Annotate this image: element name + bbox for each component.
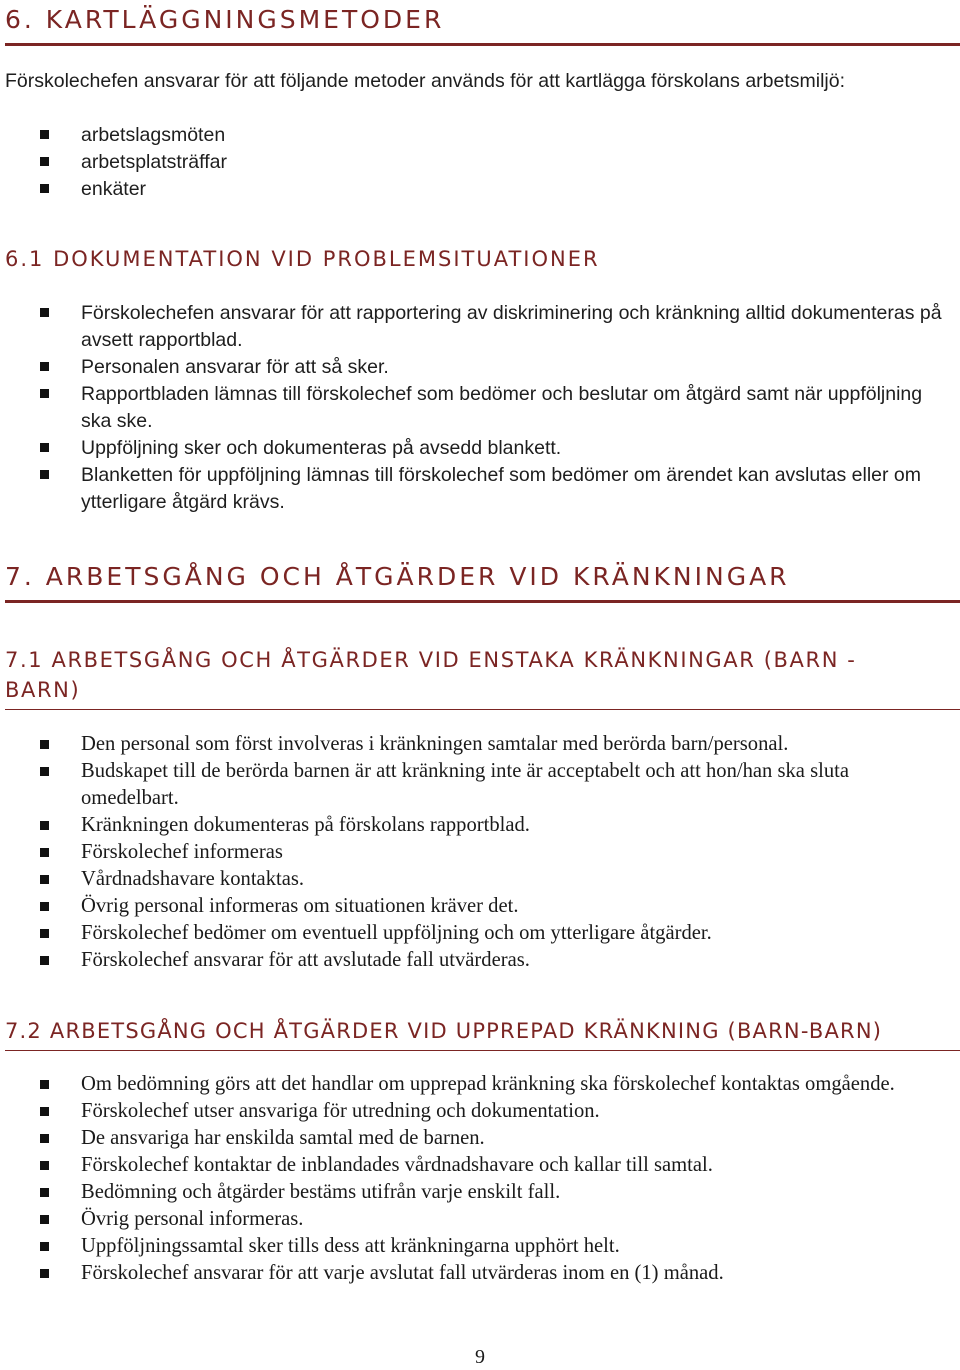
square-bullet-icon xyxy=(40,740,49,749)
page-number: 9 xyxy=(475,1346,485,1368)
section-7-2-heading: 7.2 ARBETSGÅNG OCH ÅTGÄRDER VID UPPREPAD KRÄNKNING (BARN-BARN) xyxy=(5,1019,883,1043)
section-6-intro: Förskolechefen ansvarar för att följande metoder används för att kartlägga förskolans arbetsmiljö: xyxy=(5,70,846,92)
list-item: Blanketten för uppföljning lämnas till förskolechef som bedömer om ärendet kan avslutas eller om ytterligare åtgärd krävs. xyxy=(0,462,950,516)
list-item: Bedömning och åtgärder bestäms utifrån varje enskilt fall. xyxy=(0,1179,950,1206)
section-7-1-list xyxy=(0,731,950,974)
square-bullet-icon xyxy=(40,184,49,193)
list-item: Rapportbladen lämnas till förskolechef som bedömer och beslutar om åtgärd samt när uppföljning ska ske. xyxy=(0,381,950,435)
square-bullet-icon xyxy=(40,875,49,884)
section-7-1-heading: 7.1 ARBETSGÅNG OCH ÅTGÄRDER VID ENSTAKA KRÄNKNINGAR (BARN - BARN) xyxy=(5,648,857,702)
list-item: Förskolechef ansvarar för att avslutade fall utvärderas. xyxy=(0,947,950,974)
list-item: Förskolechefen ansvarar för att rapportering av diskriminering och kränkning alltid dokumenteras på avsett rapportblad. xyxy=(0,300,950,354)
square-bullet-icon xyxy=(40,956,49,965)
square-bullet-icon xyxy=(40,1161,49,1170)
section-6-heading: 6. KARTLÄGGNINGSMETODER xyxy=(5,5,445,34)
list-item: Förskolechef kontaktar de inblandades vårdnadshavare och kallar till samtal. xyxy=(0,1152,950,1179)
square-bullet-icon xyxy=(40,130,49,139)
square-bullet-icon xyxy=(40,1107,49,1116)
list-item: enkäter xyxy=(0,176,950,203)
square-bullet-icon xyxy=(40,1134,49,1143)
square-bullet-icon xyxy=(40,848,49,857)
list-item: Budskapet till de berörda barnen är att kränkning inte är acceptabelt och att hon/han ska sluta omedelbart. xyxy=(0,758,950,812)
list-item: Övrig personal informeras om situationen kräver det. xyxy=(0,893,950,920)
square-bullet-icon xyxy=(40,389,49,398)
square-bullet-icon xyxy=(40,1242,49,1251)
list-item: arbetsplatsträffar xyxy=(0,149,950,176)
list-item: Förskolechef ansvarar för att varje avslutat fall utvärderas inom en (1) månad. xyxy=(0,1260,950,1287)
square-bullet-icon xyxy=(40,929,49,938)
section-7-2-list xyxy=(0,1071,950,1287)
list-item: Om bedömning görs att det handlar om upprepad kränkning ska förskolechef kontaktas omgående. xyxy=(0,1071,950,1098)
square-bullet-icon xyxy=(40,902,49,911)
square-bullet-icon xyxy=(40,470,49,479)
list-item: De ansvariga har enskilda samtal med de barnen. xyxy=(0,1125,950,1152)
list-item: Kränkningen dokumenteras på förskolans rapportblad. xyxy=(0,812,950,839)
section-7-1-rule xyxy=(5,709,960,710)
square-bullet-icon xyxy=(40,443,49,452)
section-6-rule xyxy=(5,43,960,46)
list-item: Vårdnadshavare kontaktas. xyxy=(0,866,950,893)
list-item: Övrig personal informeras. xyxy=(0,1206,950,1233)
section-7-rule xyxy=(5,600,960,603)
list-item: Uppföljningssamtal sker tills dess att kränkningarna upphört helt. xyxy=(0,1233,950,1260)
section-7-2-rule xyxy=(5,1050,960,1051)
list-item: Förskolechef informeras xyxy=(0,839,950,866)
list-item: Den personal som först involveras i kränkningen samtalar med berörda barn/personal. xyxy=(0,731,950,758)
list-item: Förskolechef utser ansvariga för utredning och dokumentation. xyxy=(0,1098,950,1125)
list-item: arbetslagsmöten xyxy=(0,122,950,149)
square-bullet-icon xyxy=(40,308,49,317)
square-bullet-icon xyxy=(40,1188,49,1197)
section-6-1-heading: 6.1 DOKUMENTATION VID PROBLEMSITUATIONER xyxy=(5,247,600,271)
square-bullet-icon xyxy=(40,1215,49,1224)
list-item: Förskolechef bedömer om eventuell uppföljning och om ytterligare åtgärder. xyxy=(0,920,950,947)
list-item: Personalen ansvarar för att så sker. xyxy=(0,354,950,381)
square-bullet-icon xyxy=(40,1080,49,1089)
section-6-list xyxy=(0,122,950,203)
section-7-heading: 7. ARBETSGÅNG OCH ÅTGÄRDER VID KRÄNKNINGAR xyxy=(5,562,790,591)
square-bullet-icon xyxy=(40,821,49,830)
list-item: Uppföljning sker och dokumenteras på avsedd blankett. xyxy=(0,435,950,462)
section-6-1-list xyxy=(0,300,950,516)
square-bullet-icon xyxy=(40,767,49,776)
square-bullet-icon xyxy=(40,362,49,371)
square-bullet-icon xyxy=(40,1269,49,1278)
square-bullet-icon xyxy=(40,157,49,166)
